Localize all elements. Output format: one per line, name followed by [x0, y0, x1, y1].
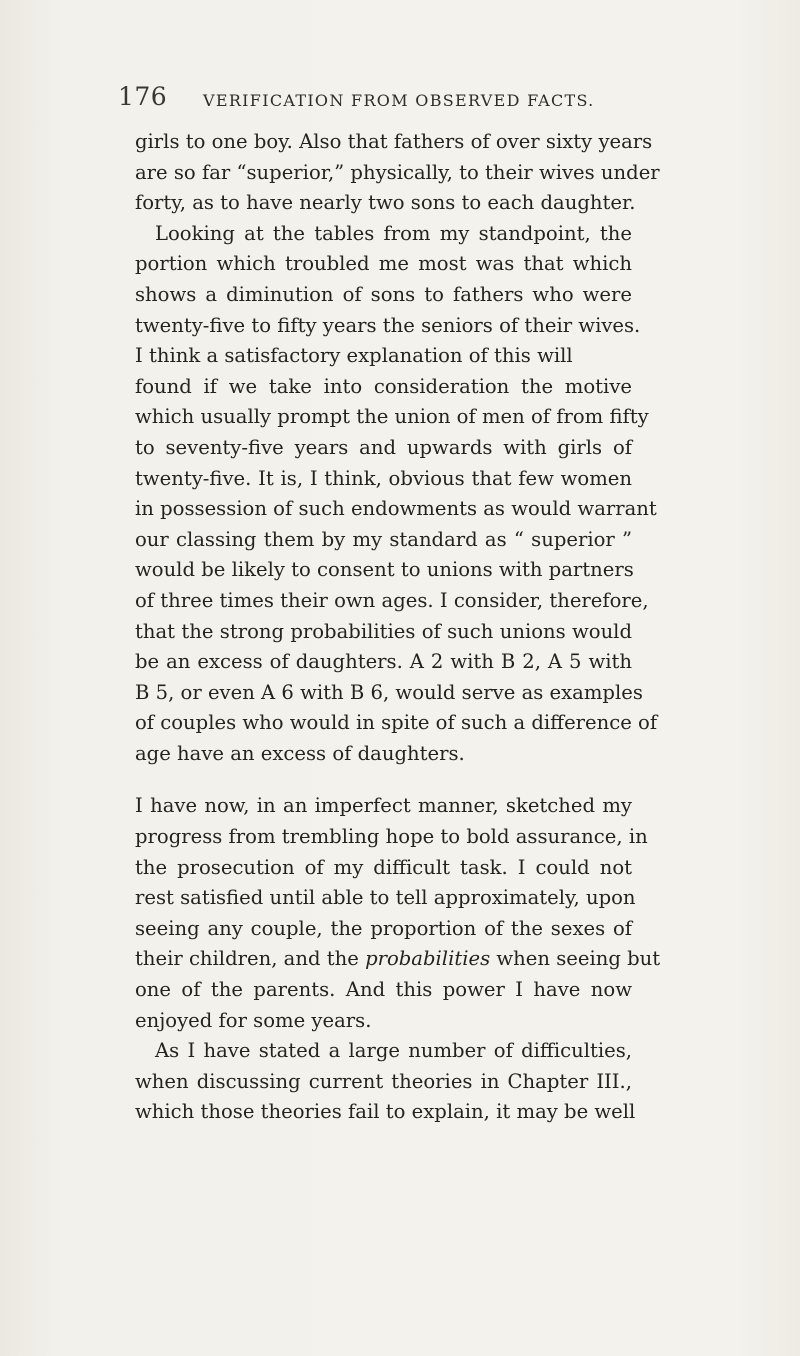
body-text — [135, 127, 661, 1128]
text-line: seeing any couple, the proportion of the sexes of — [135, 916, 632, 940]
running-head — [118, 82, 678, 114]
text-line: when discussing current theories in Chapter III., — [135, 1069, 632, 1093]
paragraph-1 — [135, 127, 660, 219]
text-line: rest satisfied until able to tell approximately, upon — [135, 886, 636, 910]
text-line: the prosecution of my difficult task. I could not — [135, 855, 632, 879]
text-line: I have now, in an imperfect manner, sketched my — [135, 794, 632, 818]
text-line: to seventy-five years and upwards with girls of — [135, 435, 632, 459]
text-line: portion which troubled me most was that which — [135, 252, 632, 276]
text-line: age have an excess of daughters. — [135, 741, 465, 765]
text-line: enjoyed for some years. — [135, 1008, 372, 1032]
paragraph-4 — [135, 1036, 636, 1128]
running-title: VERIFICATION FROM OBSERVED FACTS. — [203, 91, 595, 110]
text-line: twenty-five to fifty years the seniors of their wives. — [135, 313, 641, 337]
text-fragment: their children, and the — [135, 947, 359, 971]
text-line: which those theories fail to explain, it may be well — [135, 1100, 636, 1124]
text-line: of couples who would in spite of such a difference of — [135, 711, 658, 735]
text-line: be an excess of daughters. A 2 with B 2, A 5 with — [135, 650, 632, 674]
text-fragment: when seeing but — [496, 947, 661, 971]
paragraph-2 — [135, 219, 658, 770]
text-line: one of the parents. And this power I have now — [135, 978, 632, 1002]
text-line-mixed — [135, 944, 661, 975]
text-line: found if we take into consideration the motive — [135, 374, 632, 398]
page-number: 176 — [118, 82, 168, 111]
paragraph-3 — [135, 791, 661, 1036]
text-line: which usually prompt the union of men of from fifty — [135, 405, 649, 429]
text-line: forty, as to have nearly two sons to each daughter. — [135, 191, 636, 215]
text-line: twenty-five. It is, I think, obvious that few women — [135, 466, 632, 490]
text-line: I think a satisfactory explanation of this will — [135, 344, 573, 368]
text-line: B 5, or even A 6 with B 6, would serve as examples — [135, 680, 643, 704]
italic-word: probabilities — [365, 947, 491, 971]
text-line: of three times their own ages. I consider, therefore, — [135, 588, 649, 612]
text-line: would be likely to consent to unions with partners — [135, 558, 634, 582]
text-line: in possession of such endowments as would warrant — [135, 497, 657, 521]
text-line: girls to one boy. Also that fathers of over sixty years — [135, 130, 653, 153]
text-line: our classing them by my standard as “ superior ” — [135, 527, 632, 551]
text-line: shows a diminution of sons to fathers who were — [135, 282, 632, 306]
text-line: progress from trembling hope to bold assurance, in — [135, 825, 648, 849]
text-line: are so far “superior,” physically, to their wives under — [135, 160, 660, 184]
text-line: that the strong probabilities of such unions would — [135, 619, 632, 643]
text-line: As I have stated a large number of difficulties, — [155, 1039, 632, 1063]
text-line: Looking at the tables from my standpoint, the — [155, 221, 632, 245]
